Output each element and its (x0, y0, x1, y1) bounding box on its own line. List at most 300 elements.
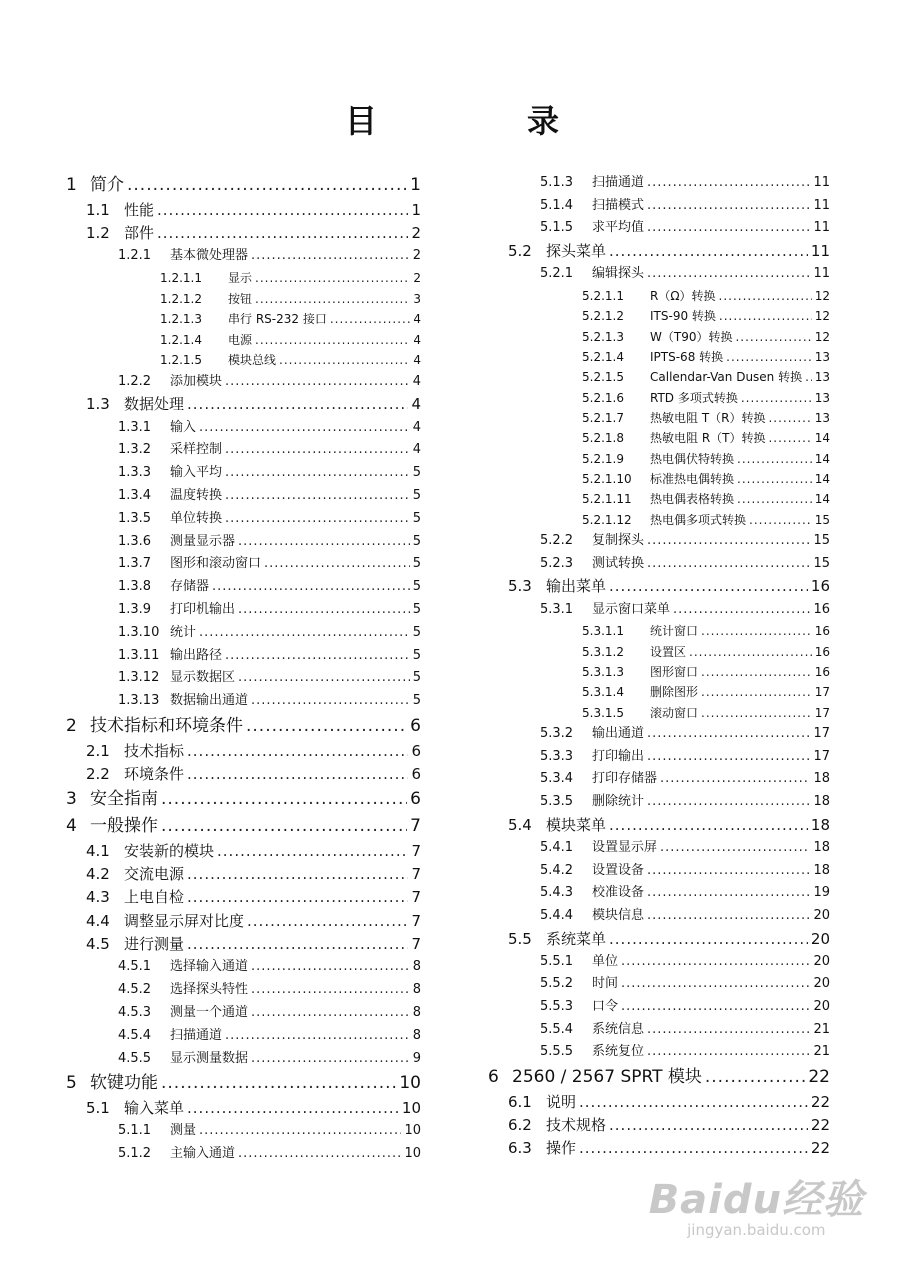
toc-entry-number: 5.2.1.2 (582, 309, 624, 324)
toc-entry[interactable] (118, 371, 421, 394)
toc-entry-title: 输入平均 (170, 465, 223, 481)
toc-leader-dots (330, 309, 411, 329)
toc-leader-dots (609, 814, 808, 837)
toc-entry-number: 4.5 (86, 935, 110, 954)
toc-entry-title: 编辑探头 (592, 266, 645, 282)
toc-entry-title: 测量显示器 (170, 533, 236, 549)
toc-entry[interactable] (118, 439, 421, 462)
toc-entry[interactable] (582, 367, 830, 387)
toc-entry-number: 5.2.1.6 (582, 390, 624, 405)
toc-entry-number: 4.4 (86, 911, 110, 930)
toc-entry-number: 5.3.1.5 (582, 705, 624, 720)
toc-entry-page: 4 (413, 332, 421, 347)
toc-entry[interactable] (540, 791, 830, 814)
toc-entry-number: 5.4.1 (540, 839, 574, 855)
toc-entry-number: 5.3.2 (540, 726, 574, 742)
toc-entry-title: 数据输出通道 (170, 693, 249, 709)
toc-entry[interactable] (540, 860, 830, 883)
toc-entry[interactable] (582, 449, 830, 469)
toc-entry-title: 主输入通道 (170, 1146, 236, 1162)
toc-entry[interactable] (118, 1025, 421, 1048)
toc-leader-dots (701, 621, 812, 641)
toc-leader-dots (247, 910, 408, 933)
toc-entry-title: 操作 (546, 1138, 577, 1157)
toc-entry-page: 20 (813, 953, 830, 969)
toc-entry[interactable] (118, 531, 421, 554)
toc-leader-dots (768, 408, 811, 428)
toc-leader-dots (737, 489, 812, 509)
toc-entry[interactable] (160, 289, 421, 309)
toc-entry-title: 打印输出 (592, 748, 645, 764)
toc-entry-page: 5 (412, 693, 421, 709)
toc-entry-number: 5.2.1.4 (582, 349, 624, 364)
toc-entry[interactable] (582, 469, 830, 489)
toc-leader-dots (579, 1091, 808, 1114)
toc-entry[interactable] (540, 837, 830, 860)
toc-entry[interactable] (160, 268, 421, 288)
toc-entry-number: 1.2.1.4 (160, 332, 202, 347)
toc-entry-page: 10 (399, 1073, 421, 1094)
toc-entry-number: 1.2.2 (118, 373, 152, 389)
toc-entry-number: 1.3.2 (118, 442, 152, 458)
toc-entry-page: 7 (411, 841, 421, 860)
toc-leader-dots (212, 576, 410, 599)
toc-entry-page: 6 (411, 741, 421, 760)
toc-entry[interactable] (118, 245, 421, 268)
toc-entry-title: 显示测量数据 (170, 1050, 249, 1066)
toc-entry-page: 20 (813, 976, 830, 992)
toc-entry[interactable] (582, 642, 830, 662)
toc-entry[interactable] (86, 886, 421, 909)
toc-entry-number: 6.3 (508, 1138, 532, 1157)
toc-entry-title: 显示数据区 (170, 670, 236, 686)
toc-entry-title: 添加模块 (170, 373, 223, 389)
toc-entry-page: 7 (411, 935, 421, 954)
toc-leader-dots (647, 882, 810, 905)
toc-entry[interactable] (118, 508, 421, 531)
toc-entry-page: 9 (412, 1050, 421, 1066)
toc-entry-number: 1 (66, 175, 77, 195)
toc-leader-dots (199, 622, 410, 645)
toc-entry[interactable] (118, 956, 421, 979)
toc-leader-dots (609, 928, 808, 951)
toc-entry[interactable] (582, 489, 830, 509)
toc-entry-title: 测量 (170, 1123, 197, 1139)
toc-leader-dots (805, 367, 812, 387)
toc-entry-page: 21 (813, 1044, 830, 1060)
toc-entry[interactable] (118, 1002, 421, 1025)
toc-entry-number: 5.2.1.8 (582, 431, 624, 446)
toc-entry[interactable] (118, 645, 421, 668)
toc-entry-number: 1.3.9 (118, 602, 152, 618)
toc-entry-number: 1.3.13 (118, 693, 160, 709)
toc-entry[interactable] (86, 933, 421, 956)
toc-entry-page: 5 (412, 647, 421, 663)
toc-leader-dots (737, 469, 812, 489)
toc-entry-title: 说明 (546, 1092, 577, 1111)
toc-leader-dots (647, 860, 810, 883)
toc-leader-dots (225, 645, 410, 668)
toc-entry-title: 热电偶表格转换 (650, 492, 735, 507)
toc-entry[interactable] (582, 703, 830, 723)
toc-entry[interactable] (582, 327, 830, 347)
toc-entry[interactable] (508, 814, 830, 837)
toc-leader-dots (187, 1097, 399, 1120)
toc-entry-number: 1.3.1 (118, 419, 152, 435)
toc-entry[interactable] (582, 347, 830, 367)
toc-entry-title: 标准热电偶转换 (650, 472, 735, 487)
toc-entry-number: 5.2.1.9 (582, 451, 624, 466)
toc-entry[interactable] (118, 622, 421, 645)
toc-entry[interactable] (86, 863, 421, 886)
toc-entry-title: 交流电源 (124, 865, 185, 884)
toc-entry-page: 19 (813, 885, 830, 901)
toc-entry[interactable] (118, 553, 421, 576)
toc-leader-dots (673, 599, 810, 622)
toc-entry-page: 15 (813, 555, 830, 571)
toc-entry-title: 测量一个通道 (170, 1004, 249, 1020)
toc-entry-page: 22 (810, 1138, 830, 1157)
toc-entry[interactable] (118, 1120, 421, 1143)
toc-entry[interactable] (582, 388, 830, 408)
toc-entry-number: 1.2.1.1 (160, 271, 202, 286)
toc-entry-number: 5.4.2 (540, 862, 574, 878)
toc-leader-dots (251, 979, 410, 1002)
toc-leader-dots (737, 449, 812, 469)
toc-entry[interactable] (118, 1143, 421, 1166)
toc-entry-number: 5.1.1 (118, 1123, 152, 1139)
toc-entry-page: 1 (410, 175, 421, 195)
toc-entry-number: 1.3.3 (118, 465, 152, 481)
toc-entry-title: 扫描通道 (592, 175, 645, 190)
toc-leader-dots (749, 510, 812, 530)
toc-entry[interactable] (540, 1019, 830, 1042)
toc-entry-number: 5.5.2 (540, 976, 574, 992)
toc-entry-number: 5.1.2 (118, 1146, 152, 1162)
toc-entry-page: 6 (410, 716, 421, 737)
toc-entry-page: 7 (410, 816, 421, 837)
toc-entry-title: 模块信息 (592, 907, 645, 923)
toc-entry-number: 4.3 (86, 888, 110, 907)
toc-leader-dots (251, 690, 410, 713)
toc-entry-page: 16 (810, 577, 830, 596)
toc-entry-number: 4.5.4 (118, 1027, 152, 1043)
toc-entry-number: 5.2.1 (540, 266, 574, 282)
toc-entry-number: 5.3.3 (540, 748, 574, 764)
toc-entry-number: 5 (66, 1073, 77, 1094)
toc-leader-dots (609, 575, 808, 598)
toc-entry-page: 13 (814, 390, 830, 405)
toc-entry-page: 10 (404, 1123, 421, 1139)
toc-entry-page: 12 (814, 288, 830, 303)
toc-leader-dots (225, 485, 410, 508)
toc-entry-number: 4.5.2 (118, 982, 152, 998)
toc-leader-dots (187, 763, 408, 786)
toc-entry-page: 15 (814, 512, 830, 527)
toc-entry[interactable] (66, 813, 421, 840)
toc-entry-number: 1.3.7 (118, 556, 152, 572)
toc-entry[interactable] (540, 553, 830, 576)
toc-entry-page: 5 (412, 488, 421, 504)
toc-entry[interactable] (540, 882, 830, 905)
toc-entry-title: 选择探头特性 (170, 982, 249, 998)
toc-entry-page: 14 (814, 431, 830, 446)
toc-entry[interactable] (160, 309, 421, 329)
toc-entry-page: 12 (814, 329, 830, 344)
toc-entry-title: 模块菜单 (546, 815, 607, 834)
toc-entry-page: 8 (412, 1027, 421, 1043)
toc-entry-number: 2.1 (86, 741, 110, 760)
toc-entry-number: 4.5.3 (118, 1004, 152, 1020)
toc-entry[interactable] (582, 510, 830, 530)
toc-entry-title: 输入菜单 (124, 1099, 185, 1118)
toc-entry-title: 选择输入通道 (170, 959, 249, 975)
toc-entry-page: 8 (412, 959, 421, 975)
toc-entry-title: 部件 (124, 224, 155, 243)
toc-entry[interactable] (160, 350, 421, 370)
toc-entry-page: 17 (813, 748, 830, 764)
toc-entry-page: 15 (813, 533, 830, 549)
toc-entry-title: 一般操作 (90, 816, 158, 837)
toc-entry[interactable] (582, 428, 830, 448)
toc-entry-page: 4 (412, 419, 421, 435)
toc-entry-page: 13 (814, 370, 830, 385)
toc-entry-page: 14 (814, 472, 830, 487)
toc-entry[interactable] (540, 172, 830, 195)
toc-entry[interactable] (86, 840, 421, 863)
toc-entry[interactable] (66, 172, 421, 199)
toc-entry[interactable] (582, 306, 830, 326)
toc-leader-dots (187, 863, 408, 886)
toc-entry-number: 1.3 (86, 395, 110, 414)
toc-entry-number: 5.2.1.11 (582, 492, 632, 507)
toc-entry-title: 安全指南 (90, 789, 158, 810)
toc-entry[interactable] (160, 330, 421, 350)
toc-entry-number: 5.3 (508, 577, 532, 596)
toc-entry-page: 18 (813, 794, 830, 810)
toc-entry-number: 5.2 (508, 242, 532, 260)
toc-leader-dots (225, 439, 410, 462)
toc-leader-dots (660, 768, 810, 791)
toc-entry-page: 11 (813, 266, 830, 282)
toc-entry-page: 2 (411, 224, 421, 243)
toc-leader-dots (647, 263, 810, 286)
toc-entry[interactable] (118, 417, 421, 440)
toc-entry-title: 时间 (592, 976, 619, 992)
toc-leader-dots (251, 1048, 410, 1071)
toc-leader-dots (187, 886, 408, 909)
toc-leader-dots (735, 327, 811, 347)
toc-entry[interactable] (508, 575, 830, 598)
toc-entry-page: 7 (411, 911, 421, 930)
toc-leader-dots (157, 222, 408, 245)
toc-entry-number: 5.3.1.2 (582, 644, 624, 659)
toc-entry[interactable] (86, 740, 421, 763)
toc-entry-page: 5 (412, 465, 421, 481)
toc-leader-dots (719, 306, 812, 326)
toc-entry-title: 环境条件 (124, 765, 185, 784)
toc-entry-number: 1.3.11 (118, 647, 160, 663)
toc-entry-number: 1.1 (86, 200, 110, 219)
toc-entry-number: 4.5.1 (118, 959, 152, 975)
toc-entry[interactable] (582, 621, 830, 641)
toc-entry[interactable] (508, 1114, 830, 1137)
toc-entry[interactable] (508, 1137, 830, 1160)
toc-entry-title: 软键功能 (90, 1073, 158, 1094)
toc-entry-number: 5.2.1.10 (582, 472, 632, 487)
toc-entry[interactable] (66, 713, 421, 740)
toc-entry[interactable] (488, 1064, 830, 1091)
toc-leader-dots (647, 746, 810, 769)
toc-entry-title: 串行 RS-232 接口 (228, 312, 327, 327)
toc-leader-dots (647, 217, 810, 240)
toc-entry-number: 5.5.3 (540, 998, 574, 1014)
toc-entry-page: 10 (404, 1146, 421, 1162)
toc-entry[interactable] (582, 408, 830, 428)
toc-entry[interactable] (540, 973, 830, 996)
toc-entry[interactable] (86, 199, 421, 222)
toc-entry[interactable] (66, 786, 421, 813)
toc-leader-dots (199, 417, 410, 440)
toc-entry-title: 输入 (170, 419, 197, 435)
toc-leader-dots (251, 1002, 410, 1025)
toc-entry-title: 系统复位 (592, 1044, 645, 1060)
toc-leader-dots (255, 330, 410, 350)
toc-leader-dots (161, 1070, 396, 1097)
toc-entry[interactable] (86, 393, 421, 416)
toc-entry-number: 5.5.5 (540, 1044, 574, 1060)
toc-entry-number: 4.1 (86, 841, 110, 860)
toc-entry-title: 扫描通道 (170, 1027, 223, 1043)
toc-entry-number: 5.1.4 (540, 197, 574, 213)
toc-entry-page: 17 (814, 705, 830, 720)
toc-entry[interactable] (582, 682, 830, 702)
toc-entry-title: 校准设备 (592, 885, 645, 901)
toc-entry-number: 1.3.8 (118, 579, 152, 595)
toc-entry[interactable] (86, 1097, 421, 1120)
toc-entry-page: 22 (810, 1092, 830, 1111)
toc-entry-title: 调整显示屏对比度 (124, 911, 245, 930)
toc-entry-title: 滚动窗口 (650, 705, 699, 720)
toc-entry[interactable] (582, 286, 830, 306)
toc-entry-number: 5.5.1 (540, 953, 574, 969)
toc-entry-title: 按钮 (228, 291, 253, 306)
toc-entry-page: 7 (411, 888, 421, 907)
toc-entry[interactable] (86, 763, 421, 786)
toc-entry-title: IPTS-68 转换 (650, 349, 724, 364)
toc-entry[interactable] (540, 768, 830, 791)
toc-entry[interactable] (540, 905, 830, 928)
toc-entry[interactable] (508, 1091, 830, 1114)
toc-entry[interactable] (540, 951, 830, 974)
toc-entry-page: 4 (413, 353, 421, 368)
toc-entry[interactable] (508, 240, 830, 263)
watermark-url: jingyan.baidu.com (687, 1221, 826, 1239)
toc-entry-title: 删除图形 (650, 685, 699, 700)
toc-entry-page: 11 (810, 242, 830, 260)
toc-leader-dots (187, 393, 408, 416)
toc-leader-dots (246, 713, 407, 740)
toc-entry-number: 2.2 (86, 765, 110, 784)
toc-leader-dots (225, 462, 410, 485)
toc-leader-dots (187, 933, 408, 956)
toc-entry[interactable] (540, 195, 830, 218)
toc-entry[interactable] (118, 599, 421, 622)
toc-entry[interactable] (118, 979, 421, 1002)
toc-entry[interactable] (540, 263, 830, 286)
toc-entry-page: 18 (813, 771, 830, 787)
toc-leader-dots (157, 199, 408, 222)
toc-entry[interactable] (118, 1048, 421, 1071)
toc-leader-dots (161, 813, 407, 840)
toc-entry[interactable] (118, 462, 421, 485)
toc-entry-page: 14 (814, 492, 830, 507)
toc-leader-dots (225, 508, 410, 531)
toc-leader-dots (238, 1143, 401, 1166)
toc-entry-title: 输出通道 (592, 726, 645, 742)
toc-entry-title: 删除统计 (592, 794, 645, 810)
toc-entry-number: 4.2 (86, 865, 110, 884)
toc-entry-page: 13 (814, 349, 830, 364)
toc-entry-number: 5.2.1.5 (582, 370, 624, 385)
toc-entry-title: 口令 (592, 998, 619, 1014)
watermark-logo: Baidu经验 (648, 1177, 864, 1223)
toc-entry-number: 5.2.1.1 (582, 288, 624, 303)
toc-leader-dots (127, 172, 407, 199)
toc-entry-title: 打印机输出 (170, 602, 236, 618)
toc-entry[interactable] (540, 217, 830, 240)
toc-leader-dots (225, 371, 410, 394)
toc-leader-dots (199, 1120, 401, 1143)
toc-entry-number: 1.2.1.3 (160, 312, 202, 327)
toc-entry-number: 1.3.6 (118, 533, 152, 549)
toc-entry[interactable] (540, 1041, 830, 1064)
toc-leader-dots (726, 347, 812, 367)
toc-leader-dots (621, 973, 810, 996)
toc-entry[interactable] (86, 222, 421, 245)
toc-entry[interactable] (118, 485, 421, 508)
toc-entry-page: 20 (810, 929, 830, 948)
toc-entry-page: 13 (814, 410, 830, 425)
toc-entry[interactable] (582, 662, 830, 682)
toc-leader-dots (238, 667, 410, 690)
toc-entry[interactable] (118, 576, 421, 599)
toc-entry-number: 1.2.1 (118, 248, 152, 264)
toc-entry[interactable] (540, 996, 830, 1019)
toc-leader-dots (264, 553, 410, 576)
toc-entry[interactable] (508, 928, 830, 951)
toc-entry-title: 存储器 (170, 579, 210, 595)
toc-entry-page: 21 (813, 1021, 830, 1037)
toc-entry-number: 6.1 (508, 1092, 532, 1111)
toc-entry[interactable] (540, 530, 830, 553)
toc-entry-title: 技术规格 (546, 1115, 607, 1134)
toc-entry-title: 性能 (124, 200, 155, 219)
toc-entry-page: 16 (814, 624, 830, 639)
toc-entry[interactable] (66, 1070, 421, 1097)
toc-entry[interactable] (86, 910, 421, 933)
toc-entry[interactable] (118, 690, 421, 713)
toc-entry-title: 基本微处理器 (170, 248, 249, 264)
toc-leader-dots (251, 956, 410, 979)
toc-entry-title: 设置显示屏 (592, 839, 658, 855)
toc-entry[interactable] (540, 723, 830, 746)
toc-entry-page: 5 (412, 510, 421, 526)
toc-entry[interactable] (540, 746, 830, 769)
toc-entry[interactable] (118, 667, 421, 690)
toc-entry[interactable] (540, 599, 830, 622)
toc-entry-title: 系统菜单 (546, 929, 607, 948)
